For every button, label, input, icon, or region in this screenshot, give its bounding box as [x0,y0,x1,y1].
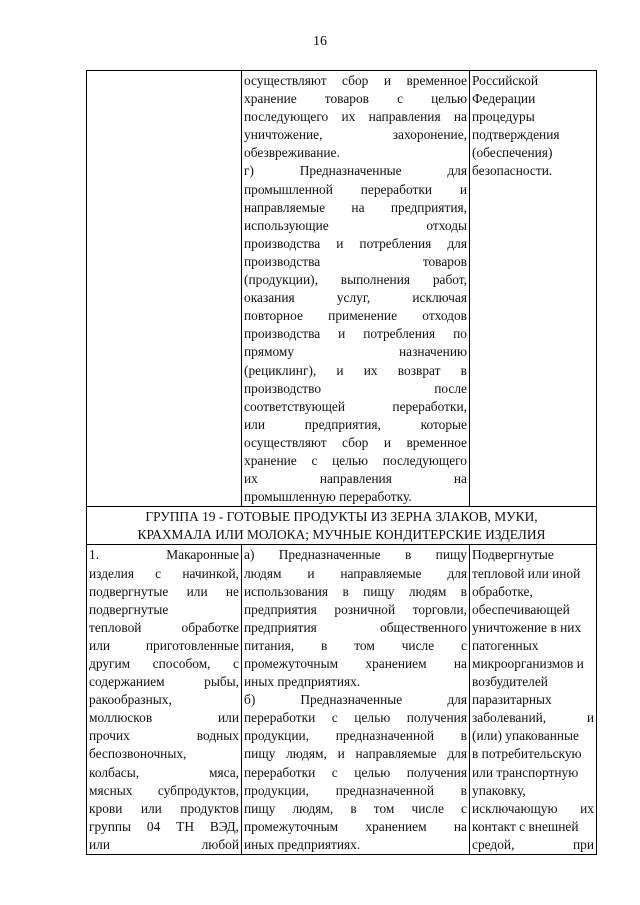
text-line: 1. Макаронные [89,547,239,563]
text-line: прямому назначению [244,344,467,360]
page-number: 16 [313,34,327,49]
text-line: подтверждения [472,127,560,143]
text-line: исключающую их [472,800,594,816]
text-line: (рециклинг), и их возврат в [244,362,467,378]
purpose-cell [242,71,470,507]
text-line: группы 04 ТН ВЭД, [89,818,239,834]
text-line: их направления на [244,471,467,487]
text-line: предприятия общественного [244,619,467,635]
text-line: или предприятия, которые [244,416,467,432]
table-row [87,71,597,507]
text-line: другим способом, с [89,656,239,671]
conditions-cell [470,545,597,855]
group-header-line: ГРУППА 19 - ГОТОВЫЕ ПРОДУКТЫ ИЗ ЗЕРНА ЗЛАКОВ, МУКИ, [145,509,538,525]
conditions-cell [470,71,597,507]
text-line: переработки с целью получения [244,710,467,726]
text-line: питания, в том числе с [244,637,467,653]
text-line: подвергнутые или не [89,583,239,599]
text-line: контакт с внешней [472,818,579,834]
text-line: использующие отходы [244,217,467,233]
text-line: содержанием рыбы, [89,674,239,690]
text-line: возбудителей [472,674,548,690]
text-line: упаковку, [472,782,526,798]
text-line: переработки с целью получения [244,764,467,780]
text-line: производства товаров [244,253,467,269]
group-header-line: КРАХМАЛА ИЛИ МОЛОКА; МУЧНЫЕ КОНДИТЕРСКИЕ ИЗДЕЛИЯ [137,527,546,543]
text-line: безопасности. [472,163,553,179]
text-line: Федерации [472,91,536,107]
text-line: г) Предназначенные для [244,163,467,179]
text-line: или приготовленные [89,637,239,653]
text-line: моллюсков или [89,710,239,726]
text-line: (продукции), выполнения работ, [244,272,467,288]
text-line: микроорганизмов и [472,656,584,671]
text-line: паразитарных [472,692,552,708]
text-line: ракообразных, [89,692,172,708]
text-line: промышленную переработку. [244,489,412,505]
text-line: уничтожение в них [472,619,582,635]
text-line: заболеваний, и [472,710,594,726]
text-line: производства и потребления для [244,235,467,251]
text-line: соответствующей переработки, [244,398,467,414]
text-line: иных предприятиях. [244,674,361,690]
text-line: Подвергнутые [472,547,554,563]
text-line: пищу людям, и направляемые для [244,746,467,762]
text-line: прочих водных [89,728,239,744]
group-header [87,507,597,545]
text-line: использования в пищу людям в [244,583,467,599]
text-line: осуществляют сбор и временное [244,434,467,450]
table-row [87,545,597,855]
text-line: осуществляют сбор и временное [244,73,467,88]
text-line: изделия с начинкой, [89,565,239,581]
text-line: тепловой обработке [89,619,239,635]
text-line: направляемые на предприятия, [244,199,467,215]
text-line: людям и направляемые для [244,565,467,581]
product-cell [87,71,242,507]
text-line: уничтожение, захоронение, [244,127,467,143]
text-line: обработке, [472,583,533,599]
text-line: крови или продуктов [89,800,239,816]
text-line: последующего их направления на [244,109,467,125]
requirements-table [86,70,597,855]
text-line: мясных субпродуктов, [89,782,239,798]
text-line: производство после [244,380,467,396]
text-line: колбасы, мяса, [89,764,239,780]
text-line: обезвреживание. [244,145,340,161]
text-line: пищу людям, в том числе с [244,800,467,816]
group-header-row [87,507,597,545]
text-line: предприятия розничной торговли, [244,601,467,617]
purpose-cell [242,545,470,855]
text-line: тепловой или иной [472,565,581,581]
text-line: обеспечивающей [472,601,570,617]
text-line: б) Предназначенные для [244,692,467,708]
text-line: или транспортную [472,764,579,780]
text-line: в потребительскую [472,746,582,762]
text-line: повторное применение отходов [244,308,467,324]
text-line: подвергнутые [89,601,169,617]
text-line: процедуры [472,109,535,125]
text-line: промежуточным хранением на [244,818,467,834]
text-line: а) Предназначенные в пищу [244,547,467,563]
text-line: патогенных [472,637,539,653]
text-line: оказания услуг, исключая [244,290,467,306]
product-cell [87,545,242,855]
text-line: продукции, предназначенной в [244,782,467,798]
text-line: Российской [472,73,538,88]
text-line: средой, при [472,836,594,852]
text-line: хранение с целью последующего [244,452,467,468]
text-line: беспозвоночных, [89,746,187,762]
text-line: промежуточным хранением на [244,656,467,671]
text-line: (обеспечения) [472,145,553,161]
text-line: или любой [89,836,239,852]
text-line: производства и потребления по [244,326,467,342]
text-line: продукции, предназначенной в [244,728,467,744]
text-line: хранение товаров с целью [244,91,467,107]
text-line: промышленной переработки и [244,181,467,197]
text-line: (или) упакованные [472,728,579,744]
text-line: иных предприятиях. [244,836,361,852]
